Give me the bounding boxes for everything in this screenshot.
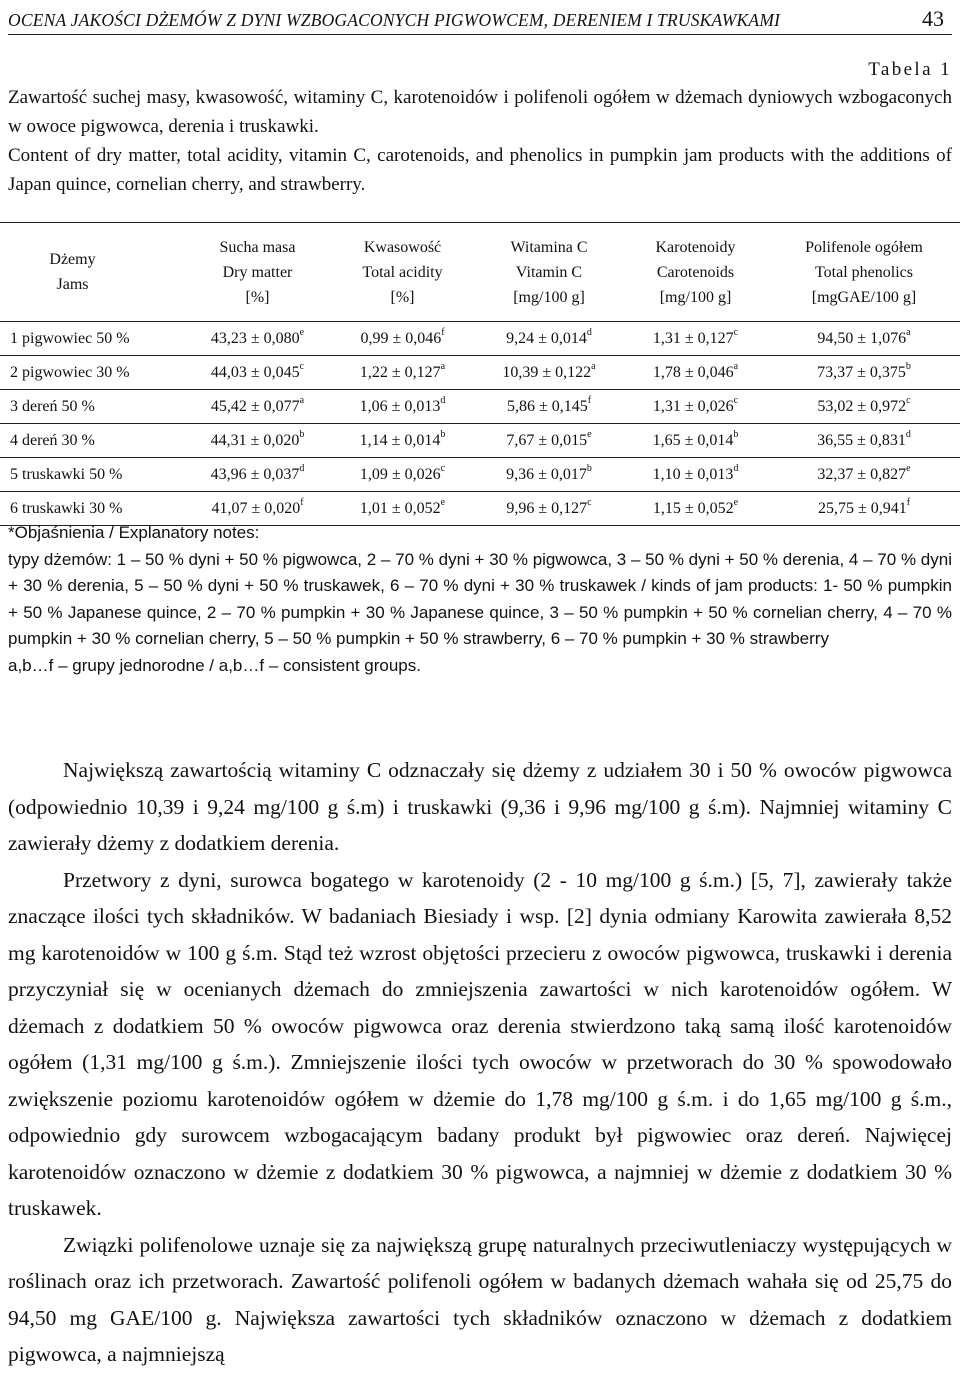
cell-value: 9,36 ± 0,017 xyxy=(506,465,587,483)
cell-group-letter: f xyxy=(441,327,445,339)
table-cell xyxy=(768,458,960,492)
cell-group-letter: d xyxy=(586,327,592,339)
column-header-unit: [mgGAE/100 g] xyxy=(811,288,917,306)
table-cell xyxy=(330,390,475,424)
column-header-jams xyxy=(0,223,185,322)
table-cell xyxy=(330,356,475,390)
table-cell xyxy=(623,356,768,390)
running-header xyxy=(8,4,952,35)
notes-paragraph: typy dżemów: 1 – 50 % dyni + 50 % pigwowca, 2 – 70 % dyni + 30 % pigwowca, 3 – 50 % dyni + 50 % derenia, 4 – 70 % dyni + 30 % derenia, 5 – 50 % dyni + 50 % truskawek, 6 – 70 % dyni + 30 % truskawek / kinds of jam products: 1- 50 % pumpkin + 50 % Japanese quince, 2 – 70 % pumpkin + 30 % Japanese quince, 3 – 50 % pumpkin + 50 % cornelian cherry, 4 – 70 % pumpkin + 30 % cornelian cherry, 5 – 50 % pumpkin + 50 % strawberry, 6 – 70 % pumpkin + 30 % strawberry xyxy=(8,549,952,648)
cell-value: 1,31 ± 0,127 xyxy=(652,329,734,347)
table-cell xyxy=(185,424,330,458)
column-header-en: Vitamin C xyxy=(515,263,583,281)
table-title-pl: Zawartość suchej masy, kwasowość, witaminy C, karotenoidów i polifenoli ogółem w dżemach dyniowych wzbogaconych w owoce pigwowca, derenia i truskawki. xyxy=(8,87,952,137)
body-paragraph: Związki polifenolowe uznaje się za największą grupę naturalnych przeciwutleniaczy występujących w roślinach oraz ich przetworach. Zawartość polifenoli ogółem w badanych dżemach wahała się od 25,75 do 94,50 mg GAE/100 g. Największa zawartości tych składników oznaczono w dżemach z dodatkiem pigwowca, a najmniejszą xyxy=(8,1232,952,1366)
column-header-unit: [%] xyxy=(390,288,415,306)
row-label: 3 dereń 50 % xyxy=(0,390,185,424)
column-header-dry-matter xyxy=(185,223,330,322)
cell-group-letter: a xyxy=(591,361,596,373)
table-cell xyxy=(623,424,768,458)
cell-group-letter: d xyxy=(299,463,305,475)
table-row xyxy=(0,458,960,492)
column-header-total-phenolics xyxy=(768,223,960,322)
column-header-pl: Sucha masa xyxy=(219,238,296,256)
cell-value: 44,03 ± 0,045 xyxy=(210,363,300,381)
page-number: 43 xyxy=(922,6,944,31)
cell-group-letter: a xyxy=(906,327,911,339)
explanatory-notes xyxy=(8,520,952,679)
cell-group-letter: b xyxy=(440,429,446,441)
cell-value: 0,99 ± 0,046 xyxy=(360,329,442,347)
cell-group-letter: b xyxy=(733,429,739,441)
column-header-pl: Dżemy xyxy=(49,251,96,268)
row-label: 2 pigwowiec 30 % xyxy=(0,356,185,390)
cell-group-letter: e xyxy=(440,497,446,509)
cell-group-letter: c xyxy=(587,497,592,509)
cell-group-letter: f xyxy=(906,497,911,509)
table-cell xyxy=(768,390,960,424)
table-label: Tabela 1 xyxy=(868,59,952,80)
cell-group-letter: b xyxy=(586,463,592,475)
cell-group-letter: e xyxy=(906,463,911,475)
cell-value: 1,10 ± 0,013 xyxy=(652,465,734,483)
cell-value: 1,09 ± 0,026 xyxy=(359,465,441,483)
table-body xyxy=(0,322,960,526)
results-table xyxy=(0,222,960,526)
column-header-en: Total phenolics xyxy=(815,263,913,281)
cell-group-letter: c xyxy=(733,327,739,339)
table-cell xyxy=(768,424,960,458)
body-text xyxy=(8,752,952,1373)
cell-value: 9,24 ± 0,014 xyxy=(506,329,587,347)
cell-value: 43,23 ± 0,080 xyxy=(210,329,300,347)
cell-group-letter: c xyxy=(733,395,739,407)
cell-group-letter: e xyxy=(587,429,592,441)
column-header-pl: Kwasowość xyxy=(363,238,442,256)
table-header-row xyxy=(0,223,960,322)
table-cell xyxy=(185,322,330,356)
table-cell xyxy=(330,322,475,356)
column-header-unit: [mg/100 g] xyxy=(659,288,732,306)
table-cell xyxy=(623,458,768,492)
cell-value: 1,31 ± 0,026 xyxy=(652,397,734,415)
cell-group-letter: d xyxy=(905,429,911,441)
table-cell xyxy=(623,390,768,424)
column-header-pl: Karotenoidy xyxy=(655,238,736,256)
cell-group-letter: d xyxy=(440,395,446,407)
cell-value: 53,02 ± 0,972 xyxy=(817,397,907,415)
cell-value: 41,07 ± 0,020 xyxy=(211,499,301,517)
cell-value: 1,01 ± 0,052 xyxy=(359,499,441,517)
column-header-vitamin-c xyxy=(475,223,623,322)
cell-value: 1,65 ± 0,014 xyxy=(652,431,734,449)
cell-value: 32,37 ± 0,827 xyxy=(817,465,907,483)
row-label: 1 pigwowiec 50 % xyxy=(0,322,185,356)
cell-group-letter: a xyxy=(440,361,446,373)
cell-value: 73,37 ± 0,375 xyxy=(817,363,906,381)
cell-group-letter: c xyxy=(906,395,911,407)
cell-group-letter: b xyxy=(905,361,911,373)
table-cell xyxy=(185,356,330,390)
table-row xyxy=(0,356,960,390)
cell-group-letter: f xyxy=(300,497,304,509)
column-header-pl: Witamina C xyxy=(510,238,588,256)
cell-group-letter: a xyxy=(299,395,305,407)
cell-group-letter: c xyxy=(299,361,305,373)
cell-value: 36,55 ± 0,831 xyxy=(817,431,906,449)
column-header-total-acidity xyxy=(330,223,475,322)
row-label: 5 truskawki 50 % xyxy=(0,458,185,492)
table-row xyxy=(0,390,960,424)
column-header-en: Dry matter xyxy=(222,263,293,281)
cell-value: 7,67 ± 0,015 xyxy=(506,431,588,449)
table-cell xyxy=(475,356,623,390)
body-paragraph: Przetwory z dyni, surowca bogatego w karotenoidy (2 - 10 mg/100 g ś.m.) [5, 7], zawierały także znaczące ilości tych składników. W badaniach Biesiady i wsp. [2] dynia odmiany Karowita zawierała 8,52 mg karotenoidów w 100 g ś.m. Stąd też wzrost objętości przecieru z owoców pigwowca, truskawki i derenia przyczyniał się w ocenianych dżemach do zmniejszenia zawartości w nich karotenoidów ogółem. W dżemach z dodatkiem 50 % owoców pigwowca oraz derenia stwierdzono taką samą ilość karotenoidów ogółem (1,31 mg/100 g ś.m.). Zmniejszenie ilości tych owoców w przetworach do 30 % spowodowało zwiększenie poziomu karotenoidów ogółem w dżemie do 1,78 mg/100 g ś.m. i do 1,65 mg/100 g ś.m., odpowiednio gdy surowcem wzbogacającym badany produkt był pigwowiec oraz dereń. Najwięcej karotenoidów oznaczono w dżemie z dodatkiem 30 % pigwowca, a najmniej w dżemie z dodatkiem 30 % truskawek. xyxy=(8,867,952,1220)
cell-group-letter: e xyxy=(299,327,305,339)
table-cell xyxy=(475,390,623,424)
cell-value: 1,15 ± 0,052 xyxy=(652,499,734,517)
cell-value: 43,96 ± 0,037 xyxy=(210,465,300,483)
table-cell xyxy=(475,424,623,458)
cell-value: 25,75 ± 0,941 xyxy=(817,499,907,517)
column-header-en: Carotenoids xyxy=(656,263,735,281)
column-header-unit: [mg/100 g] xyxy=(513,288,585,306)
table-cell xyxy=(475,322,623,356)
cell-value: 1,22 ± 0,127 xyxy=(359,363,441,381)
row-label: 6 truskawki 30 % xyxy=(0,492,185,526)
cell-value: 10,39 ± 0,122 xyxy=(502,363,592,381)
cell-value: 9,96 ± 0,127 xyxy=(506,499,588,517)
table-cell xyxy=(185,390,330,424)
cell-value: 1,06 ± 0,013 xyxy=(359,397,441,415)
cell-group-letter: e xyxy=(733,497,739,509)
body-paragraph: Największą zawartością witaminy C odznaczały się dżemy z udziałem 30 i 50 % owoców pigwowca (odpowiednio 10,39 i 9,24 mg/100 g ś.m) i truskawki (9,36 i 9,96 mg/100 g ś.m). Najmniej witaminy C zawierały dżemy z dodatkiem derenia. xyxy=(8,758,952,855)
notes-heading: *Objaśnienia / Explanatory notes: xyxy=(8,523,260,542)
column-header-unit: [%] xyxy=(245,288,270,306)
table-cell xyxy=(330,458,475,492)
cell-group-letter: f xyxy=(587,395,592,407)
running-title: OCENA JAKOŚCI DŻEMÓW Z DYNI WZBOGACONYCH PIGWOWCEM, DERENIEM I TRUSKAWKAMI xyxy=(8,10,781,30)
cell-value: 1,14 ± 0,014 xyxy=(359,431,441,449)
table-caption xyxy=(8,55,952,199)
row-label: 4 dereń 30 % xyxy=(0,424,185,458)
table-cell xyxy=(330,424,475,458)
cell-value: 94,50 ± 1,076 xyxy=(817,329,907,347)
cell-group-letter: b xyxy=(299,429,305,441)
column-header-en: Total acidity xyxy=(362,263,443,281)
cell-value: 45,42 ± 0,077 xyxy=(210,397,300,415)
cell-group-letter: c xyxy=(440,463,446,475)
table-cell xyxy=(185,458,330,492)
table-cell xyxy=(475,458,623,492)
column-header-carotenoids xyxy=(623,223,768,322)
table-title-en: Content of dry matter, total acidity, vitamin C, carotenoids, and phenolics in pumpkin jam products with the additions of Japan quince, cornelian cherry, and strawberry. xyxy=(8,145,952,195)
cell-value: 1,78 ± 0,046 xyxy=(652,363,734,381)
table-cell xyxy=(768,322,960,356)
results-table-wrapper xyxy=(0,222,960,526)
table-row xyxy=(0,322,960,356)
cell-value: 5,86 ± 0,145 xyxy=(506,397,588,415)
column-header-en: Jams xyxy=(56,276,89,293)
table-row xyxy=(0,424,960,458)
cell-group-letter: a xyxy=(733,361,739,373)
cell-value: 44,31 ± 0,020 xyxy=(210,431,300,449)
column-header-pl: Polifenole ogółem xyxy=(805,238,923,256)
table-cell xyxy=(768,356,960,390)
cell-group-letter: d xyxy=(733,463,739,475)
notes-groups: a,b…f – grupy jednorodne / a,b…f – consistent groups. xyxy=(8,655,421,675)
table-cell xyxy=(623,322,768,356)
